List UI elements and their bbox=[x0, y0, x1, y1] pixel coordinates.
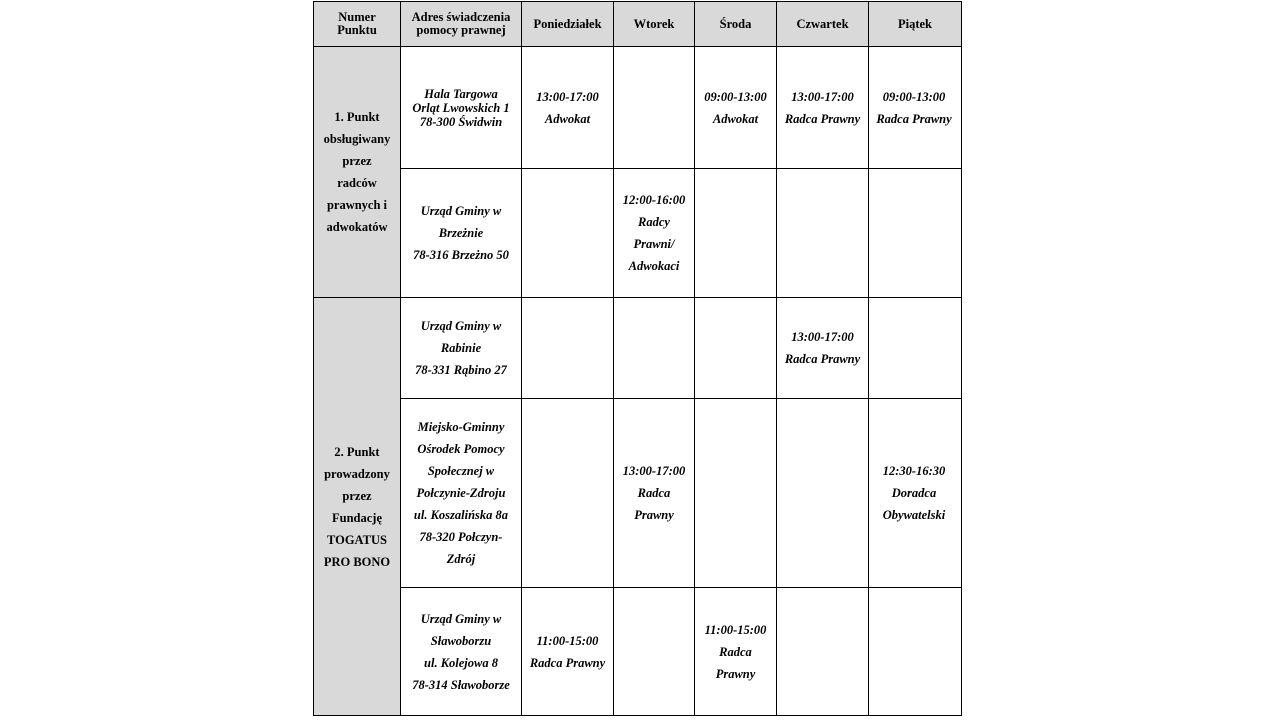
slot-piatek bbox=[869, 298, 962, 399]
schedule-body bbox=[314, 47, 962, 716]
header-adres: Adres świadczenia pomocy prawnej bbox=[401, 2, 522, 47]
slot-poniedzialek: 13:00-17:00 Adwokat bbox=[522, 47, 614, 169]
slot-piatek bbox=[869, 588, 962, 716]
slot-sroda bbox=[695, 399, 777, 588]
slot-sroda bbox=[695, 298, 777, 399]
header-numer-punktu: Numer Punktu bbox=[314, 2, 401, 47]
slot-sroda: 09:00-13:00 Adwokat bbox=[695, 47, 777, 169]
slot-poniedzialek bbox=[522, 169, 614, 298]
header-poniedzialek: Poniedziałek bbox=[522, 2, 614, 47]
schedule-row bbox=[314, 399, 962, 588]
slot-wtorek bbox=[614, 298, 695, 399]
slot-sroda: 11:00-15:00 Radca Prawny bbox=[695, 588, 777, 716]
slot-piatek: 12:30-16:30 Doradca Obywatelski bbox=[869, 399, 962, 588]
slot-sroda bbox=[695, 169, 777, 298]
slot-wtorek bbox=[614, 47, 695, 169]
legal-aid-schedule-table bbox=[313, 1, 962, 716]
slot-wtorek: 13:00-17:00 Radca Prawny bbox=[614, 399, 695, 588]
location-address: Urząd Gminy w Brzeżnie 78-316 Brzeżno 50 bbox=[401, 169, 522, 298]
schedule-row bbox=[314, 298, 962, 399]
header-piatek: Piątek bbox=[869, 2, 962, 47]
slot-poniedzialek bbox=[522, 399, 614, 588]
slot-czwartek: 13:00-17:00 Radca Prawny bbox=[777, 298, 869, 399]
location-address: Hala Targowa Orląt Lwowskich 1 78-300 Świdwin bbox=[401, 47, 522, 169]
slot-piatek: 09:00-13:00 Radca Prawny bbox=[869, 47, 962, 169]
header-row bbox=[314, 2, 962, 47]
header-czwartek: Czwartek bbox=[777, 2, 869, 47]
slot-czwartek bbox=[777, 588, 869, 716]
slot-czwartek bbox=[777, 399, 869, 588]
schedule-row bbox=[314, 47, 962, 169]
point-1-label: 1. Punkt obsługiwany przez radców prawnych i adwokatów bbox=[314, 47, 401, 298]
slot-poniedzialek: 11:00-15:00 Radca Prawny bbox=[522, 588, 614, 716]
slot-czwartek: 13:00-17:00 Radca Prawny bbox=[777, 47, 869, 169]
schedule-row bbox=[314, 588, 962, 716]
slot-wtorek bbox=[614, 588, 695, 716]
slot-piatek bbox=[869, 169, 962, 298]
slot-czwartek bbox=[777, 169, 869, 298]
header-sroda: Środa bbox=[695, 2, 777, 47]
location-address: Urząd Gminy w Sławoborzu ul. Kolejowa 8 78-314 Sławoborze bbox=[401, 588, 522, 716]
header-wtorek: Wtorek bbox=[614, 2, 695, 47]
slot-poniedzialek bbox=[522, 298, 614, 399]
schedule-row bbox=[314, 169, 962, 298]
location-address: Urząd Gminy w Rabinie 78-331 Rąbino 27 bbox=[401, 298, 522, 399]
slot-wtorek: 12:00-16:00 Radcy Prawni/ Adwokaci bbox=[614, 169, 695, 298]
location-address: Miejsko-Gminny Ośrodek Pomocy Społecznej w Połczynie-Zdroju ul. Koszalińska 8a 78-320 Połczyn- Zdrój bbox=[401, 399, 522, 588]
point-2-label: 2. Punkt prowadzony przez Fundację TOGATUS PRO BONO bbox=[314, 298, 401, 716]
